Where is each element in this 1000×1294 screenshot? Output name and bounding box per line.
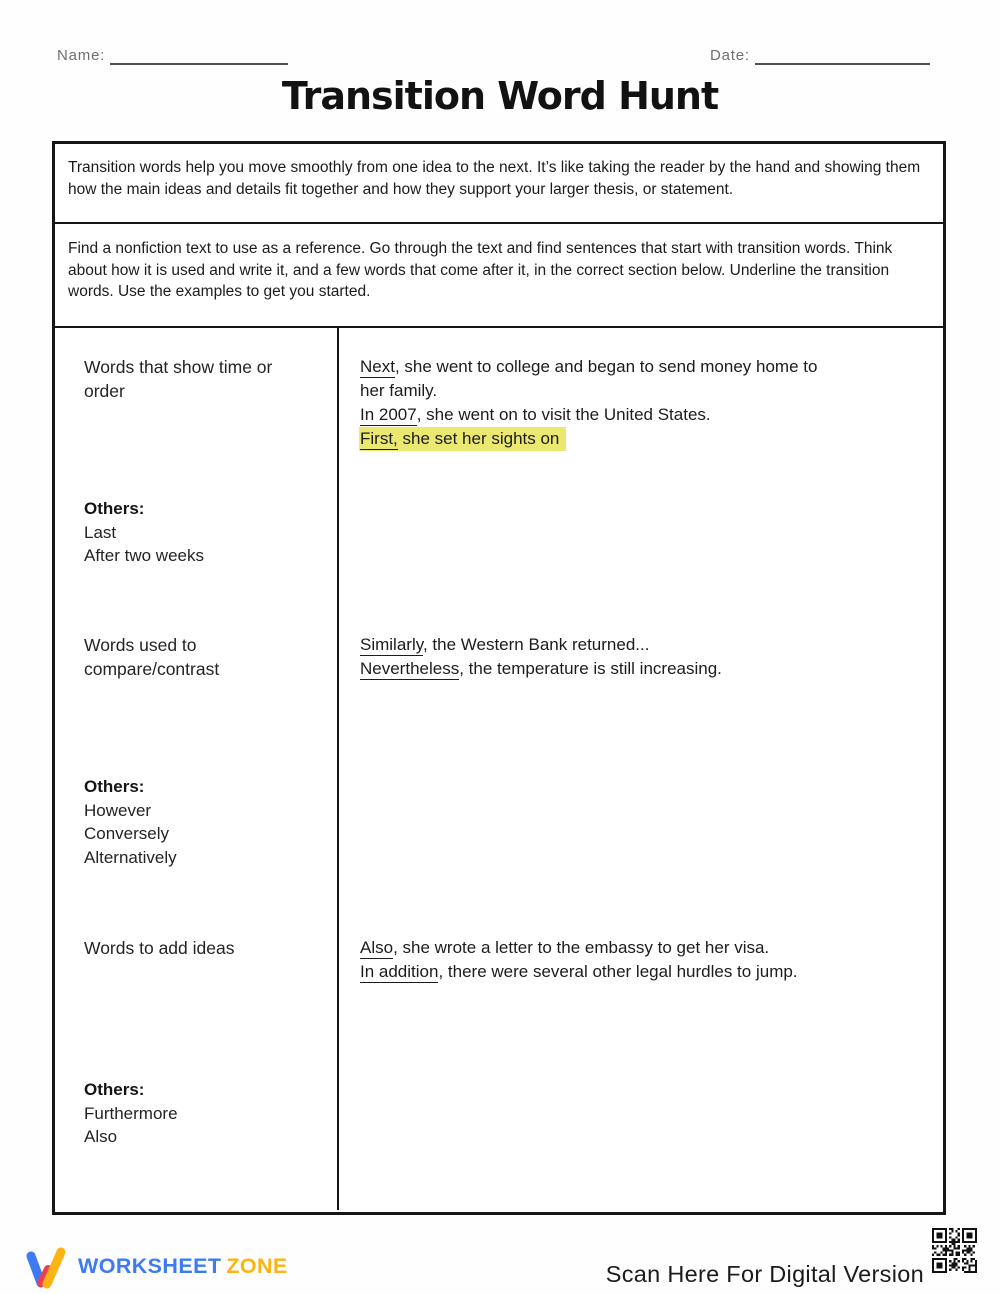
example-text: , the temperature is still increasing. — [459, 659, 722, 678]
category-label: Words that show time or order — [84, 357, 273, 401]
example-line — [360, 633, 923, 657]
logo-word-zone: ZONE — [226, 1253, 288, 1278]
name-blank-line[interactable] — [110, 50, 288, 65]
name-field — [57, 47, 288, 65]
example-text: her family. — [360, 381, 438, 400]
word-table — [55, 328, 943, 1210]
logo-w-icon — [24, 1243, 70, 1289]
intro-box — [55, 144, 943, 224]
others-item: Alternatively — [84, 847, 177, 867]
others-label: Others: — [84, 1080, 145, 1099]
category-cell-compare-contrast — [55, 606, 339, 909]
others-item: Also — [84, 1127, 118, 1146]
transition-word: Also — [360, 938, 394, 957]
transition-word: Similarly — [360, 635, 423, 654]
intro-text: Transition words help you move smoothly from one idea to the next. It’s like taking the reader by the hand and showing them how the main ideas and details fit together and how they support your larger thesis, or statement. — [68, 159, 921, 198]
examples-cell-add-ideas[interactable] — [339, 909, 943, 1210]
category-label: Words to add ideas — [84, 938, 235, 958]
examples-cell-compare-contrast[interactable] — [339, 606, 943, 909]
example-line — [360, 379, 923, 403]
transition-word: Nevertheless — [360, 659, 460, 678]
others-item: Conversely — [84, 824, 170, 843]
transition-word: In addition — [360, 962, 439, 981]
date-label: Date: — [710, 47, 750, 64]
others-label: Others: — [84, 499, 145, 518]
category-cell-time-order — [55, 328, 339, 606]
others-item: Furthermore — [84, 1103, 178, 1123]
transition-word: In 2007 — [360, 405, 417, 424]
example-text: she set her sights on — [397, 429, 560, 448]
example-text: , there were several other legal hurdles to jump. — [438, 962, 798, 981]
others-item: Last — [84, 522, 117, 542]
category-cell-add-ideas — [55, 909, 339, 1210]
example-line — [360, 936, 923, 960]
yellow-highlight — [359, 427, 566, 451]
others-block — [84, 1078, 178, 1149]
qr-code-icon — [932, 1228, 977, 1273]
instructions-box — [55, 224, 943, 328]
date-blank-line[interactable] — [755, 50, 930, 65]
example-text: , she went to college and began to send money home to — [394, 357, 818, 376]
example-line — [360, 403, 923, 427]
page-title: Transition Word Hunt — [281, 74, 719, 118]
scan-here-text: Scan Here For Digital Version — [605, 1261, 924, 1287]
others-item: However — [84, 800, 152, 820]
example-line-highlighted — [360, 427, 923, 451]
examples-cell-time-order[interactable] — [339, 328, 943, 606]
name-label: Name: — [57, 47, 106, 64]
others-block — [84, 775, 177, 869]
instructions-text: Find a nonfiction text to use as a reference. Go through the text and find sentences that start with transition words. Think about how it is used and write it, and a few words that come after it, in the correct section below. Underline the transition words. Use the examples to get you started. — [68, 240, 893, 300]
worksheetzone-logo — [24, 1243, 288, 1289]
transition-word: Next — [360, 357, 395, 376]
example-text: , the Western Bank returned... — [422, 635, 650, 654]
example-text: , she went on to visit the United States. — [416, 405, 711, 424]
logo-text — [78, 1254, 288, 1279]
transition-word: First, — [360, 429, 398, 448]
example-line — [360, 657, 923, 681]
example-line — [360, 960, 923, 984]
worksheet-body — [52, 141, 946, 1215]
others-item: After two weeks — [84, 546, 204, 565]
category-label: Words used to compare/contrast — [84, 635, 220, 679]
others-label: Others: — [84, 777, 145, 796]
logo-word-worksheet: WORKSHEET — [78, 1253, 222, 1278]
others-block — [84, 497, 204, 568]
date-field — [710, 47, 930, 65]
example-text: , she wrote a letter to the embassy to get her visa. — [393, 938, 770, 957]
example-line — [360, 355, 923, 379]
